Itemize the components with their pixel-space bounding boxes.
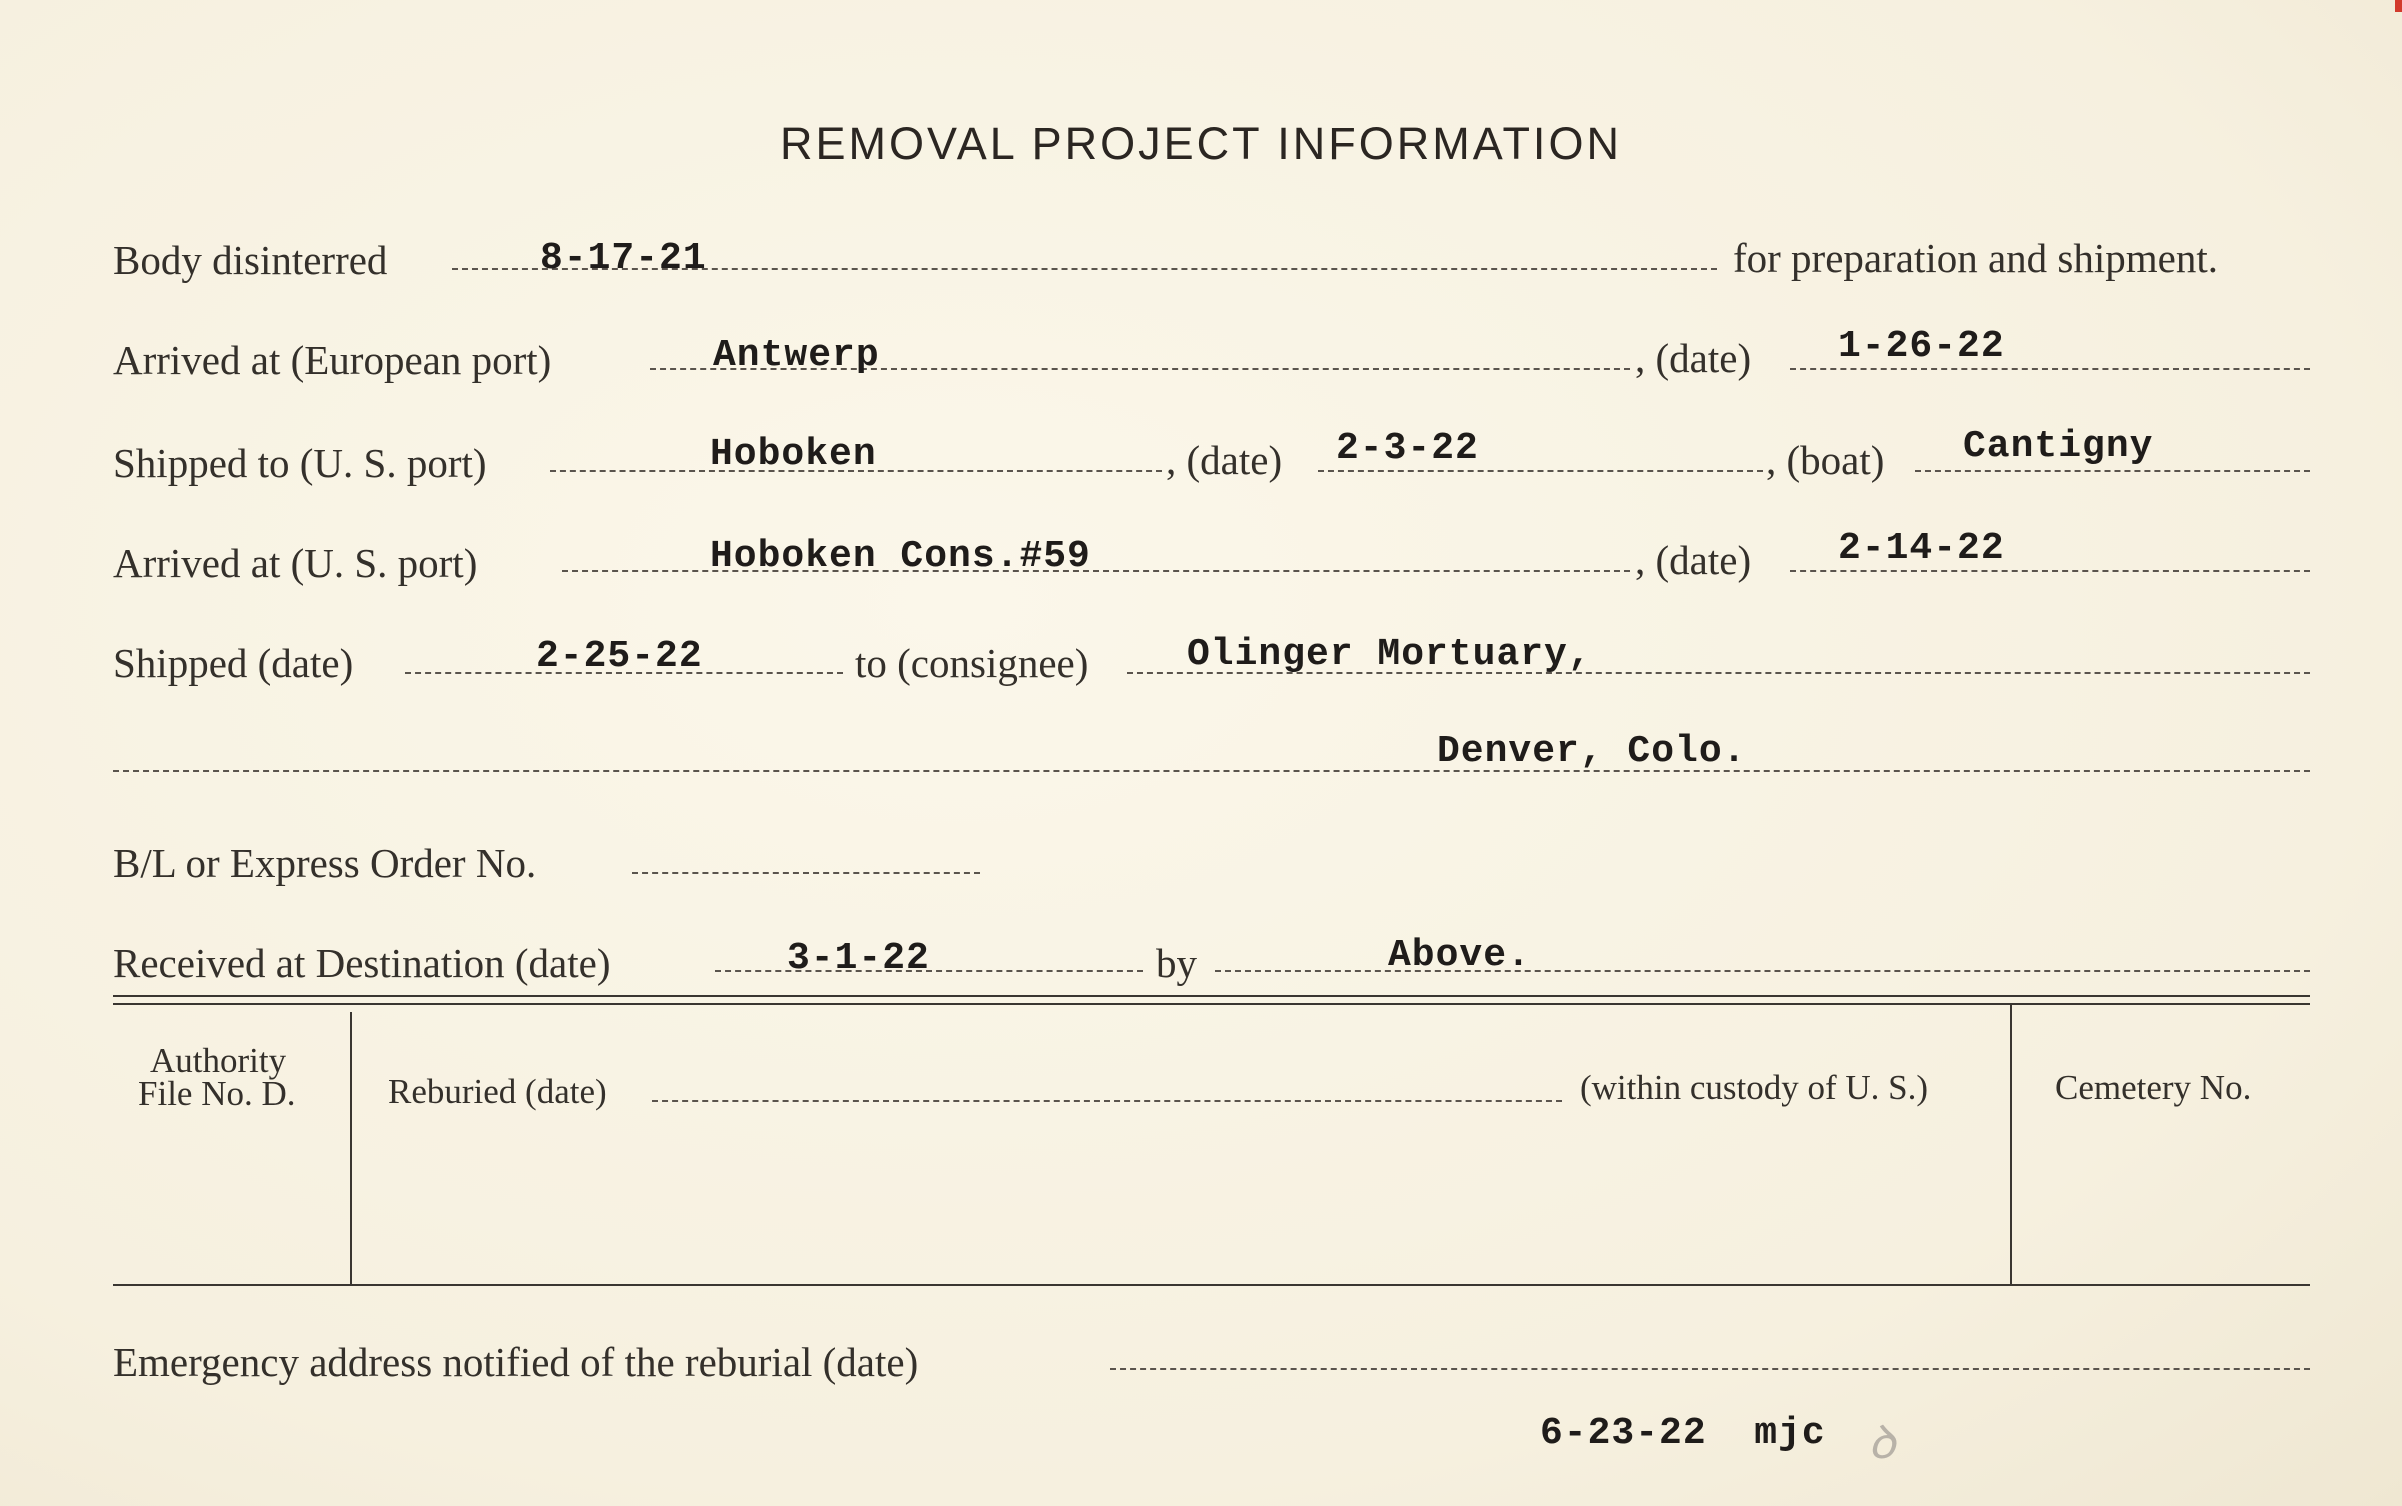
consignee-city-value: Denver, Colo. bbox=[1437, 730, 1747, 773]
table-top-rule-2 bbox=[113, 1003, 2310, 1005]
consignee-value: Olinger Mortuary, bbox=[1187, 633, 1592, 676]
received-label: Received at Destination (date) bbox=[113, 940, 611, 986]
arrived-us-label: Arrived at (U. S. port) bbox=[113, 540, 478, 586]
red-edge-mark bbox=[2395, 0, 2402, 12]
authority-label-2: File No. D. bbox=[138, 1074, 296, 1113]
arrived-us-port-value: Hoboken Cons.#59 bbox=[710, 535, 1091, 578]
boat-label: , (boat) bbox=[1766, 437, 1885, 483]
received-by-line bbox=[1215, 970, 2310, 972]
disinterred-value: 8-17-21 bbox=[540, 237, 707, 280]
eu-port-value: Antwerp bbox=[713, 334, 880, 377]
boat-value: Cantigny bbox=[1963, 425, 2154, 468]
authority-label-1: Authority bbox=[150, 1041, 287, 1080]
consignee-label: to (consignee) bbox=[855, 640, 1089, 686]
us-ship-date-value: 2-3-22 bbox=[1336, 427, 1479, 470]
arrived-eu-label: Arrived at (European port) bbox=[113, 337, 552, 383]
for-preparation-label: for preparation and shipment. bbox=[1733, 235, 2219, 281]
us-port-value: Hoboken bbox=[710, 433, 877, 476]
shipped-date-label: Shipped (date) bbox=[113, 640, 354, 686]
received-by-value: Above. bbox=[1388, 934, 1531, 977]
table-divider-right bbox=[2010, 1005, 2012, 1285]
arrived-us-date-value: 2-14-22 bbox=[1838, 527, 2005, 570]
us-ship-date-label: , (date) bbox=[1166, 437, 1283, 483]
consignee-city-line bbox=[113, 770, 2310, 772]
card-title: REMOVAL PROJECT INFORMATION bbox=[780, 118, 1622, 169]
custody-label: (within custody of U. S.) bbox=[1580, 1068, 1929, 1107]
reburied-label: Reburied (date) bbox=[388, 1072, 607, 1111]
eu-date-value: 1-26-22 bbox=[1838, 325, 2005, 368]
shipped-us-label: Shipped to (U. S. port) bbox=[113, 440, 487, 486]
processed-stamp: 6-23-22 mjc bbox=[1540, 1412, 1826, 1455]
body-disinterred-label: Body disinterred bbox=[113, 237, 388, 283]
bl-line bbox=[632, 872, 980, 874]
emergency-line bbox=[1110, 1368, 2310, 1370]
reburied-line bbox=[652, 1100, 1562, 1102]
table-top-rule bbox=[113, 995, 2310, 997]
received-by-label: by bbox=[1156, 940, 1197, 986]
table-divider-left bbox=[350, 1012, 352, 1284]
us-ship-date-line bbox=[1318, 470, 1763, 472]
emergency-label: Emergency address notified of the reburial (date) bbox=[113, 1339, 919, 1385]
shipped-date-value: 2-25-22 bbox=[536, 635, 703, 678]
arrived-us-date-line bbox=[1790, 570, 2310, 572]
table-bottom-rule bbox=[113, 1284, 2310, 1286]
boat-line bbox=[1915, 470, 2310, 472]
pencil-mark: ꝺ bbox=[1868, 1415, 1896, 1469]
eu-date-label: , (date) bbox=[1635, 335, 1752, 381]
received-date-value: 3-1-22 bbox=[787, 937, 930, 980]
bl-label: B/L or Express Order No. bbox=[113, 840, 537, 886]
cemetery-label: Cemetery No. bbox=[2055, 1068, 2252, 1107]
eu-date-line bbox=[1790, 368, 2310, 370]
arrived-us-date-label: , (date) bbox=[1635, 537, 1752, 583]
